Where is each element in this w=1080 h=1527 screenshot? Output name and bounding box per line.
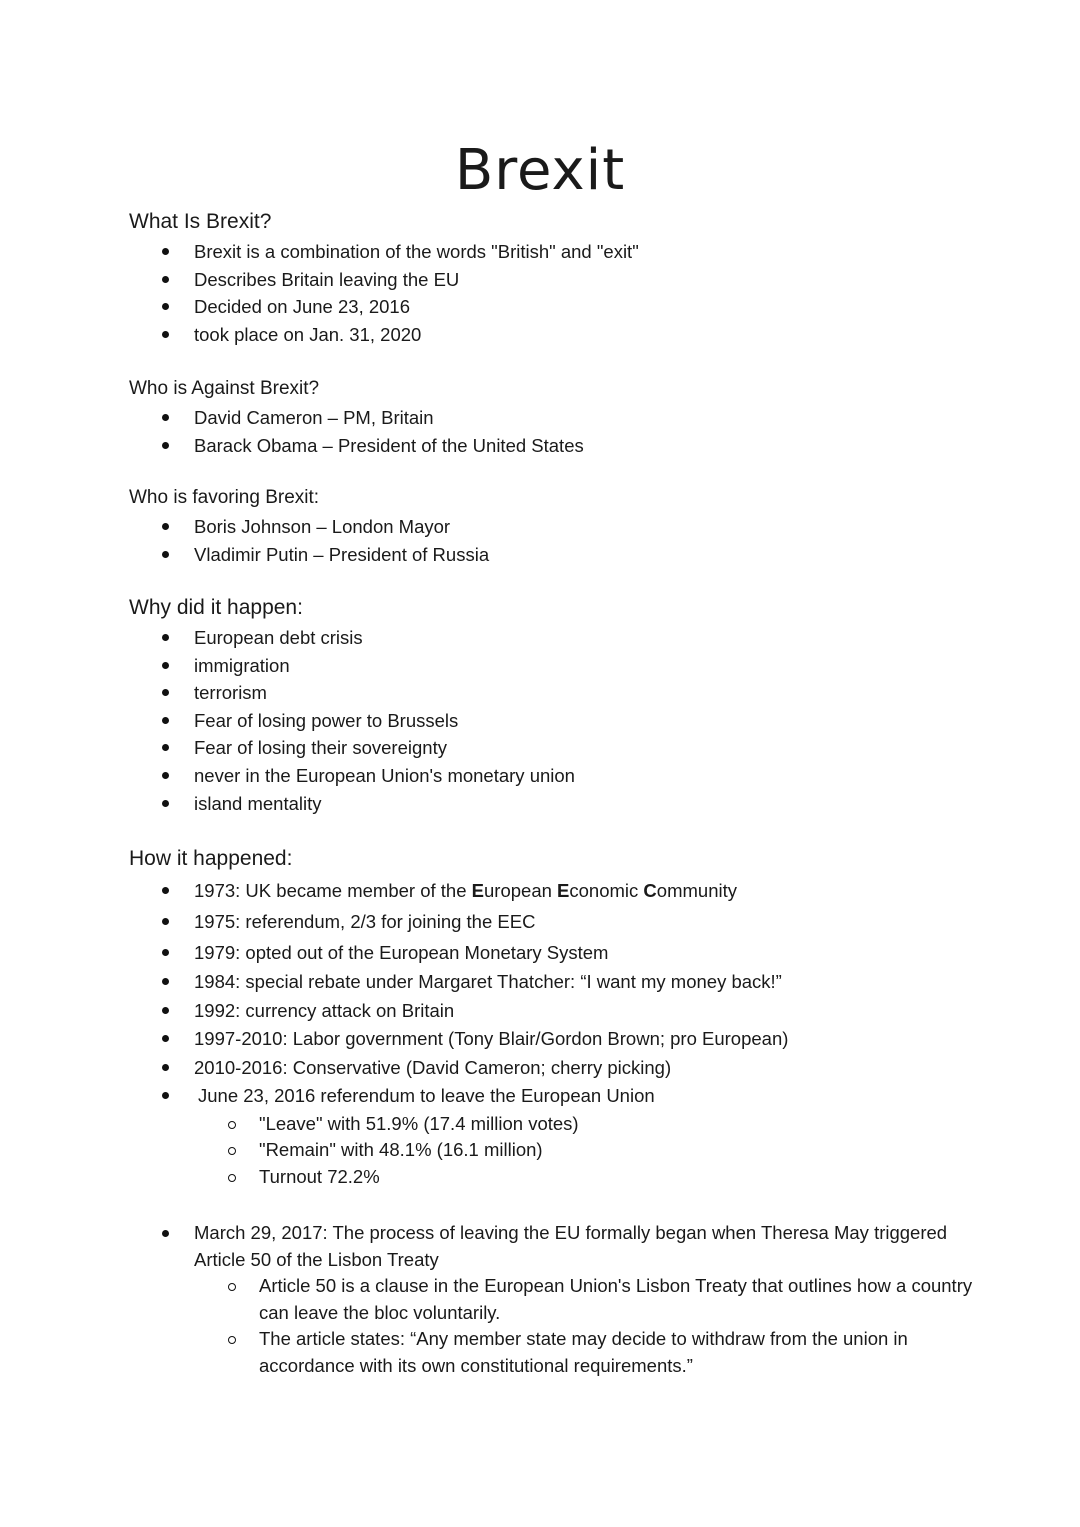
- circle-bullet-icon: [228, 1174, 236, 1182]
- list-item: 1997-2010: Labor government (Tony Blair/Gordon Brown; pro European): [129, 1025, 1009, 1054]
- list-item: March 29, 2017: The process of leaving the EU formally began when Theresa May triggered Article 50 of the Lisbon Treaty Article 50 is a clause in the European Union's Lisbon Treaty that outlines how a country can leave the bloc voluntarily. The article states: “Any member state may decide to withdraw from the union in accordance with its own constitutional requirements.”: [129, 1220, 979, 1379]
- bullet-list: [129, 1220, 979, 1379]
- section-article-50: [129, 1220, 979, 1379]
- list-item: Describes Britain leaving the EU: [129, 266, 1009, 294]
- bullet-icon: [162, 442, 169, 449]
- bullet-icon: [162, 689, 169, 696]
- list-item: Brexit is a combination of the words "British" and "exit": [129, 238, 1009, 266]
- list-item: 2010-2016: Conservative (David Cameron; cherry picking): [129, 1054, 1009, 1083]
- bullet-icon: [162, 887, 169, 894]
- section-against-brexit: [129, 378, 1009, 459]
- section-heading: Who is favoring Brexit:: [129, 487, 320, 508]
- list-item: Vladimir Putin – President of Russia: [129, 541, 1009, 569]
- bullet-icon: [162, 772, 169, 779]
- bullet-icon: [162, 276, 169, 283]
- sub-list-item: The article states: “Any member state may decide to withdraw from the union in accordance with its own constitutional requirements.”: [194, 1326, 979, 1379]
- bullet-list: [129, 513, 1009, 568]
- bullet-list: [129, 875, 1009, 1190]
- sub-list-item: "Leave" with 51.9% (17.4 million votes): [194, 1111, 1009, 1138]
- section-heading: What Is Brexit?: [129, 210, 272, 233]
- bullet-icon: [162, 1064, 169, 1071]
- bullet-icon: [162, 1230, 169, 1237]
- bullet-icon: [162, 744, 169, 751]
- bullet-icon: [162, 978, 169, 985]
- sub-list-item: Turnout 72.2%: [194, 1164, 1009, 1191]
- list-item: 1979: opted out of the European Monetary System: [129, 937, 1009, 968]
- list-item: Fear of losing power to Brussels: [129, 707, 1009, 735]
- bullet-icon: [162, 662, 169, 669]
- list-item: David Cameron – PM, Britain: [129, 404, 1009, 432]
- bullet-list: [129, 238, 1009, 348]
- sub-list: [194, 1273, 979, 1379]
- list-item: island mentality: [129, 790, 1009, 818]
- list-item: Boris Johnson – London Mayor: [129, 513, 1009, 541]
- bullet-icon: [162, 1007, 169, 1014]
- list-item: 1975: referendum, 2/3 for joining the EEC: [129, 906, 1009, 937]
- bullet-icon: [162, 717, 169, 724]
- list-item: never in the European Union's monetary union: [129, 762, 1009, 790]
- list-item: terrorism: [129, 679, 1009, 707]
- sub-list: [194, 1111, 1009, 1191]
- list-item: European debt crisis: [129, 624, 1009, 652]
- page-title: Brexit: [454, 138, 626, 203]
- bullet-icon: [162, 303, 169, 310]
- bullet-icon: [162, 949, 169, 956]
- bullet-icon: [162, 331, 169, 338]
- bullet-icon: [162, 414, 169, 421]
- list-item: 1992: currency attack on Britain: [129, 997, 1009, 1026]
- circle-bullet-icon: [228, 1336, 236, 1344]
- bullet-icon: [162, 551, 169, 558]
- bullet-icon: [162, 800, 169, 807]
- bullet-list: [129, 624, 1009, 817]
- list-item: Fear of losing their sovereignty: [129, 734, 1009, 762]
- section-heading: How it happened:: [129, 847, 293, 870]
- section-favoring-brexit: [129, 487, 1009, 568]
- list-item: immigration: [129, 652, 1009, 680]
- section-how-it-happened: [129, 847, 1009, 1190]
- list-item: 1973: UK became member of the European Economic Community: [129, 875, 1009, 906]
- bullet-icon: [162, 248, 169, 255]
- bullet-icon: [162, 523, 169, 530]
- list-item: Decided on June 23, 2016: [129, 293, 1009, 321]
- sub-list-item: "Remain" with 48.1% (16.1 million): [194, 1137, 1009, 1164]
- section-why-it-happened: [129, 596, 1009, 817]
- section-heading: Why did it happen:: [129, 596, 303, 619]
- bullet-icon: [162, 918, 169, 925]
- circle-bullet-icon: [228, 1147, 236, 1155]
- list-item: took place on Jan. 31, 2020: [129, 321, 1009, 349]
- list-item: June 23, 2016 referendum to leave the European Union "Leave" with 51.9% (17.4 million votes) "Remain" with 48.1% (16.1 million) Turnout 72.2%: [129, 1082, 1009, 1190]
- circle-bullet-icon: [228, 1283, 236, 1291]
- bullet-icon: [162, 1092, 169, 1099]
- bullet-list: [129, 404, 1009, 459]
- section-heading: Who is Against Brexit?: [129, 378, 320, 399]
- circle-bullet-icon: [228, 1121, 236, 1129]
- section-what-is-brexit: [129, 210, 1009, 348]
- bullet-icon: [162, 1035, 169, 1042]
- list-item: Barack Obama – President of the United States: [129, 432, 1009, 460]
- bullet-icon: [162, 634, 169, 641]
- list-item: 1984: special rebate under Margaret Thatcher: “I want my money back!”: [129, 968, 1009, 997]
- sub-list-item: Article 50 is a clause in the European Union's Lisbon Treaty that outlines how a country can leave the bloc voluntarily.: [194, 1273, 979, 1326]
